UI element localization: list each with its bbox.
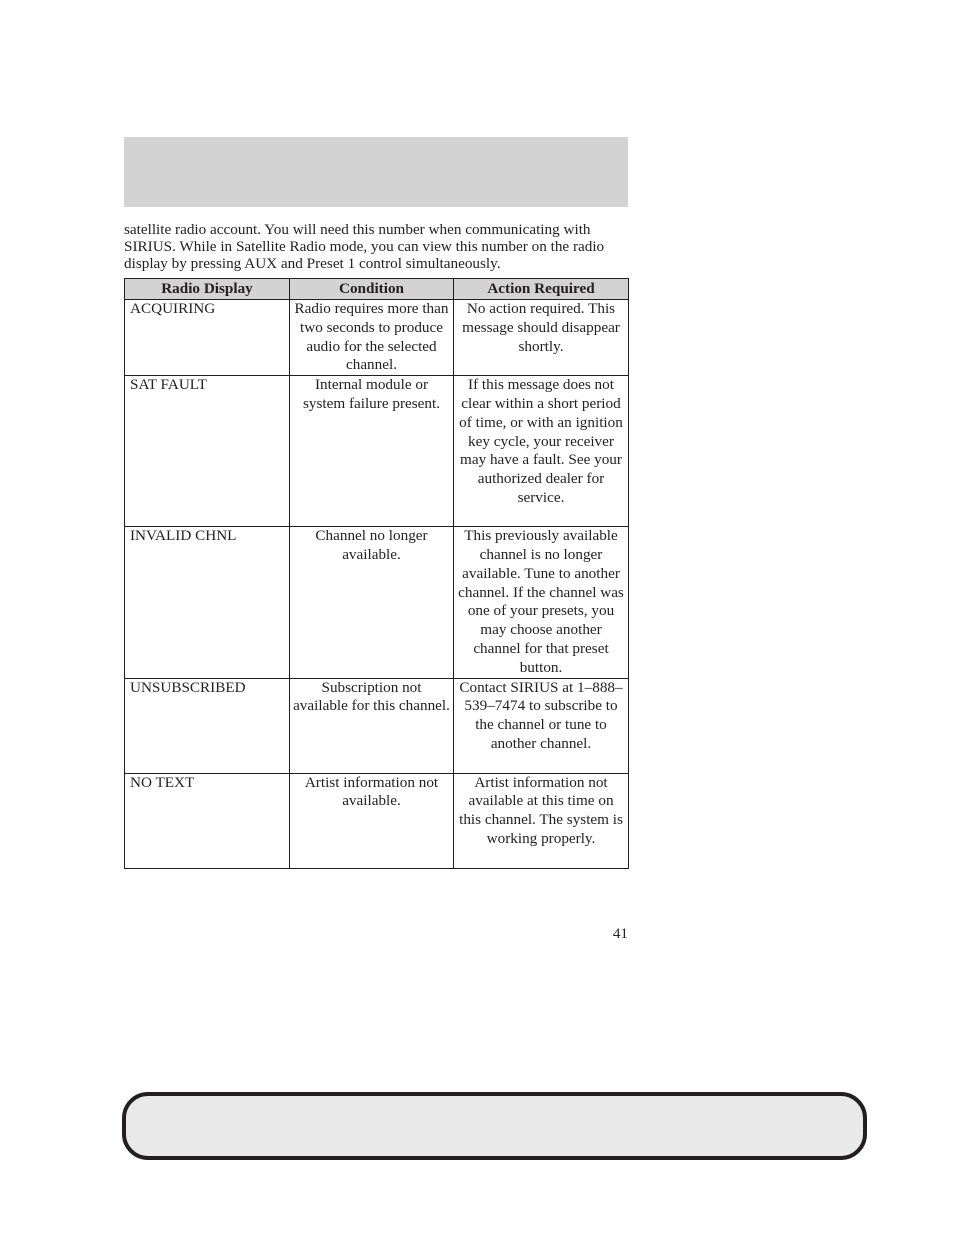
header-condition: Condition xyxy=(290,279,454,300)
cell-action-required: This previously available channel is no longer available. Tune to another channel. If the channel was one of your presets, you may choose another channel for that preset button. xyxy=(454,527,629,678)
cell-radio-display: NO TEXT xyxy=(125,773,290,868)
cell-condition: Channel no longer available. xyxy=(290,527,454,678)
footer-rounded-box xyxy=(122,1092,867,1160)
cell-action-required: If this message does not clear within a short period of time, or with an ignition key cycle, your receiver may have a fault. See your authorized dealer for service. xyxy=(454,376,629,527)
radio-display-table xyxy=(124,278,629,869)
cell-action-required: Artist information not available at this time on this channel. The system is working properly. xyxy=(454,773,629,868)
cell-condition: Artist information not available. xyxy=(290,773,454,868)
cell-action-required: No action required. This message should disappear shortly. xyxy=(454,300,629,376)
table-row xyxy=(125,300,629,376)
table-row xyxy=(125,678,629,773)
header-action-required: Action Required xyxy=(454,279,629,300)
cell-radio-display: ACQUIRING xyxy=(125,300,290,376)
intro-paragraph: satellite radio account. You will need this number when communicating with SIRIUS. While in Satellite Radio mode, you can view this number on the radio display by pressing AUX and Preset 1 control simultaneously. xyxy=(124,221,605,272)
table-row xyxy=(125,527,629,678)
page-number: 41 xyxy=(612,925,628,942)
cell-action-required: Contact SIRIUS at 1–888–539–7474 to subscribe to the channel or tune to another channel. xyxy=(454,678,629,773)
header-radio-display: Radio Display xyxy=(125,279,290,300)
cell-radio-display: UNSUBSCRIBED xyxy=(125,678,290,773)
cell-condition: Internal module or system failure present. xyxy=(290,376,454,527)
cell-condition: Radio requires more than two seconds to produce audio for the selected channel. xyxy=(290,300,454,376)
cell-condition: Subscription not available for this channel. xyxy=(290,678,454,773)
table-header-row xyxy=(125,279,629,300)
cell-radio-display: SAT FAULT xyxy=(125,376,290,527)
table-row xyxy=(125,773,629,868)
table-row xyxy=(125,376,629,527)
section-header-bar xyxy=(124,137,628,207)
cell-radio-display: INVALID CHNL xyxy=(125,527,290,678)
